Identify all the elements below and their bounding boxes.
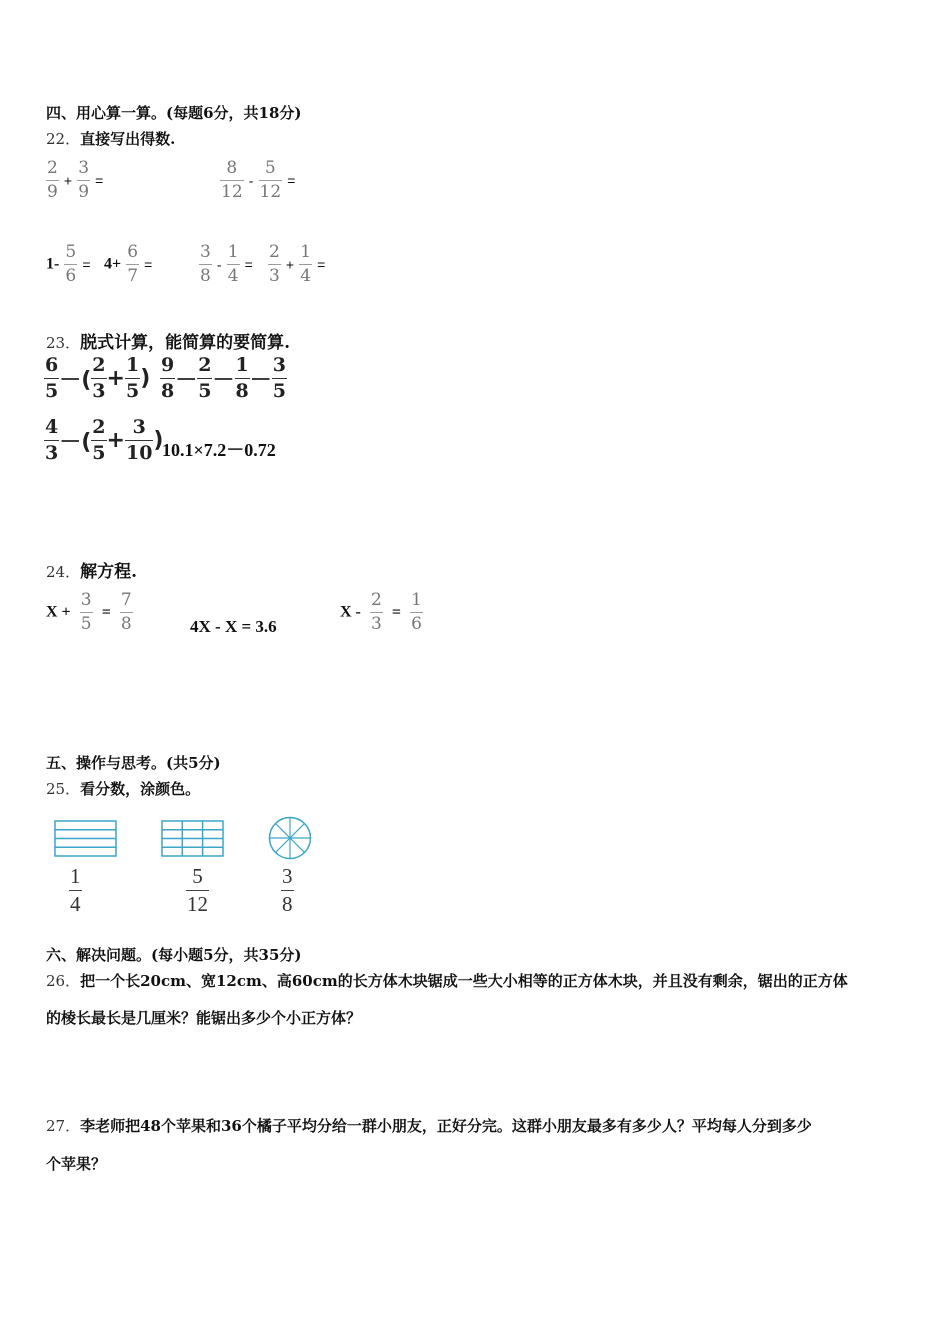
fraction: $\frac{1}{4}$ — [300, 242, 312, 286]
equals-sign: = — [144, 256, 153, 273]
question-title: 看分数，涂颜色。 — [80, 780, 201, 798]
question-26-text: 把一个长20cm、宽12cm、高60cm的长方体木块锯成一些大小相等的正方体木块，并且没有剩余，锯出的正方体 — [80, 972, 848, 990]
q22-item-6 — [268, 244, 325, 285]
section-5-title: 五、操作与思考。(共5分) — [46, 754, 221, 772]
q23-expression-4: 10.1×7.2－0.72 — [162, 440, 276, 460]
operator: － — [212, 368, 235, 393]
fraction: $\frac{2}{3}$ — [370, 590, 382, 634]
question-26-line-1 — [46, 970, 848, 991]
question-number: 26． — [46, 972, 81, 990]
question-26-line-2: 的棱长最长是几厘米？能锯出多少个小正方体？ — [46, 1009, 362, 1027]
question-27-line-2: 个苹果？ — [46, 1155, 107, 1173]
equals-sign: = — [287, 172, 296, 189]
lead-term: 4+ — [104, 255, 122, 273]
fraction: $\frac{1}{5}$ — [125, 354, 140, 402]
equals-sign: = — [391, 603, 402, 621]
operator: + — [106, 366, 125, 391]
operator: - — [216, 256, 222, 273]
q24-equation-1 — [46, 592, 133, 633]
section-6-title: 六、解决问题。(每小题5分，共35分) — [46, 946, 302, 964]
question-title: 解方程. — [80, 562, 138, 582]
operator: －( — [59, 430, 92, 455]
fraction: $\frac{3}{5}$ — [80, 590, 92, 634]
operator: + — [106, 428, 125, 453]
question-number: 23． — [46, 334, 81, 352]
q22-item-4 — [104, 244, 152, 285]
fraction: $\frac{1}{6}$ — [411, 590, 422, 634]
fraction: $\frac{5}{6}$ — [65, 242, 77, 286]
question-number: 22． — [46, 130, 81, 148]
fraction: $\frac{9}{8}$ — [161, 354, 175, 402]
equals-sign: = — [244, 256, 253, 273]
lead-term: X - — [340, 603, 361, 621]
operator: ) — [140, 366, 151, 391]
operator: - — [248, 172, 254, 189]
operator: － — [249, 368, 272, 393]
fraction: $\frac{1}{4}$ — [227, 242, 239, 286]
fraction: $\frac{2}{3}$ — [269, 242, 280, 286]
q22-item-1 — [46, 160, 103, 201]
fraction: $\frac{3}{5}$ — [272, 354, 286, 402]
operator: + — [285, 256, 295, 273]
question-23-heading — [46, 328, 290, 353]
fraction: $\frac{3}{8}$ — [200, 242, 211, 286]
fraction: $\frac{2}{5}$ — [92, 416, 106, 464]
q23-expression-2 — [160, 356, 287, 401]
q24-equation-3 — [340, 592, 423, 633]
shape-grid-twelfths — [161, 820, 225, 858]
q23-expression-1 — [44, 356, 150, 401]
lead-term: X + — [46, 603, 71, 621]
q23-expression-3 — [44, 418, 163, 463]
equals-sign: = — [82, 256, 91, 273]
question-27-line-1 — [46, 1115, 812, 1136]
fraction: $\frac{1}{8}$ — [235, 354, 249, 402]
q22-item-2 — [220, 160, 295, 201]
question-number: 24． — [46, 563, 81, 581]
question-27-text: 李老师把48个苹果和36个橘子平均分给一群小朋友，正好分完。这群小朋友最多有多少人？平均每人分到多少 — [80, 1117, 812, 1135]
q24-equation-2: 4X - X = 3.6 — [190, 617, 277, 636]
fraction: $\frac{2}{3}$ — [92, 354, 106, 402]
section-4-title: 四、用心算一算。(每题6分，共18分) — [46, 104, 302, 122]
fraction: $\frac{2}{9}$ — [47, 158, 58, 202]
fraction: $\frac{2}{5}$ — [198, 354, 212, 402]
shape-rectangle-quarters — [54, 820, 118, 858]
figure-1-fraction: $\frac{1}{4}$ — [70, 864, 81, 916]
question-22-heading — [46, 128, 175, 149]
fraction: $\frac{5}{12}$ — [259, 158, 282, 202]
lead-term: 1- — [46, 255, 60, 273]
operator: － — [175, 368, 198, 393]
figure-3-fraction: $\frac{3}{8}$ — [282, 864, 293, 916]
question-number: 25． — [46, 780, 81, 798]
question-25-heading — [46, 778, 200, 799]
fraction: $\frac{4}{3}$ — [45, 416, 59, 464]
equals-sign: = — [101, 603, 111, 621]
fraction: $\frac{8}{12}$ — [221, 158, 243, 202]
question-24-heading — [46, 557, 137, 582]
fraction: $\frac{6}{5}$ — [45, 354, 59, 402]
figure-2-fraction: $\frac{5}{12}$ — [187, 864, 208, 916]
operator: ) — [153, 428, 164, 453]
fraction: $\frac{6}{7}$ — [127, 242, 139, 286]
operator: －( — [59, 368, 92, 393]
fraction: $\frac{3}{9}$ — [78, 158, 90, 202]
question-title: 脱式计算，能简算的要简算. — [80, 333, 291, 353]
question-title: 直接写出得数. — [80, 130, 176, 148]
question-number: 27． — [46, 1117, 81, 1135]
fraction: $\frac{3}{10}$ — [125, 416, 153, 464]
shape-circle-eighths — [267, 815, 313, 861]
fraction: $\frac{7}{8}$ — [120, 590, 132, 634]
q22-item-3 — [46, 244, 91, 285]
equals-sign: = — [95, 172, 104, 189]
q22-item-5 — [199, 244, 253, 285]
equals-sign: = — [317, 256, 326, 273]
operator: + — [63, 172, 73, 189]
